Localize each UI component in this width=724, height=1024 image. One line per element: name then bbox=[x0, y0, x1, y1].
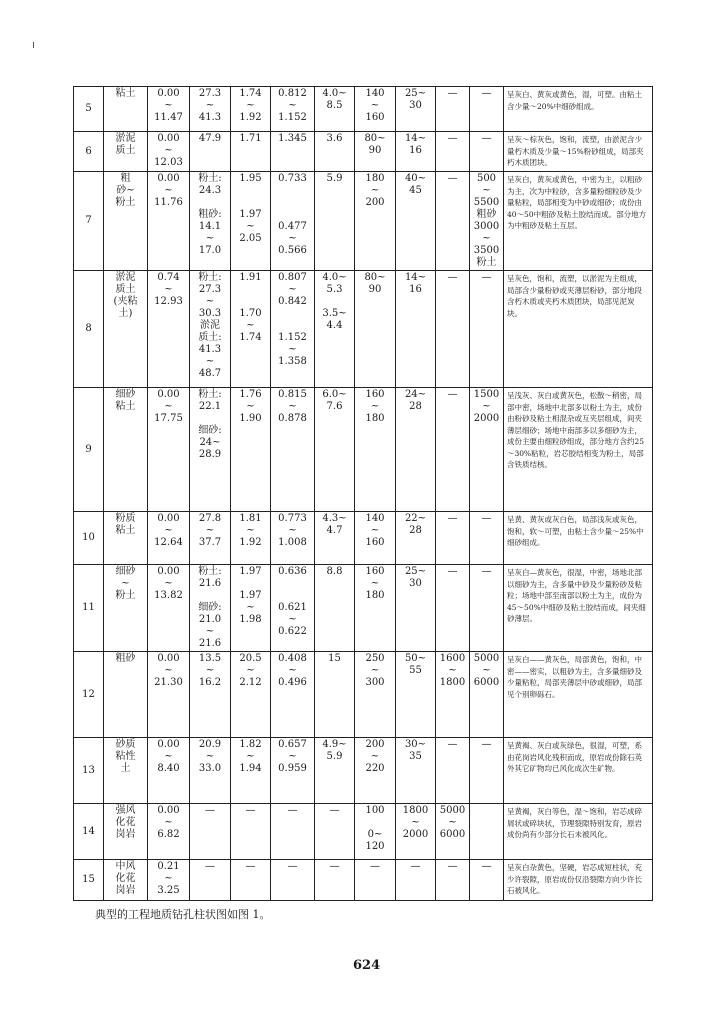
cell-fak: 160 ~ 180 bbox=[355, 388, 396, 512]
cell-dq: — bbox=[470, 271, 504, 388]
cell-qsk: 50~ 55 bbox=[396, 652, 436, 738]
cell-desc: 呈黄褐、灰白或灰绿色，很湿，可塑，系由花岗岩风化残积而成，原岩成份除石英外其它矿物均已风化成次生矿物。 bbox=[504, 738, 653, 804]
cell-e: 0.657 ~ 0.959 bbox=[271, 738, 315, 804]
cell-w: 27.8 ~ 37.7 bbox=[190, 512, 231, 565]
cell-qpk: — bbox=[436, 738, 470, 804]
cell-name: 粉质 粘土 bbox=[104, 512, 148, 565]
cell-e: 0.636 0.621 ~ 0.622 bbox=[271, 565, 315, 652]
table-row bbox=[74, 860, 653, 901]
table-row bbox=[74, 388, 653, 512]
cell-qsk: — bbox=[396, 860, 436, 901]
cell-desc: 呈浅灰、灰白或黄灰色，松散～稍密，局部中密，场地中北部多以粉土为主，成份由粉砂及粘土相混杂或互夹层组成，间夹薄层细砂；场地中南部多以多细砂为主，成份主要由细粒砂组成，部分地方含约25～30%粘粒，岩芯胶结相变为粉土，局部含铁质结核。 bbox=[504, 388, 653, 512]
cell-w: 47.9 bbox=[190, 132, 231, 172]
cell-dq: — bbox=[470, 512, 504, 565]
cell-rho: 1.97 1.97 ~ 1.98 bbox=[231, 565, 271, 652]
cell-name: 淤泥 质土 bbox=[104, 132, 148, 172]
cell-desc: 呈灰白杂黄色，坚硬，岩芯成短柱状，充少许裂隙，原岩成份仅沿裂隙方向少许长石被风化。 bbox=[504, 860, 653, 901]
table-row bbox=[74, 652, 653, 738]
table-row bbox=[74, 804, 653, 860]
cell-dq: — bbox=[470, 738, 504, 804]
table-row bbox=[74, 132, 653, 172]
cell-w: 粉土: 24.3 粗砂: 14.1 ~ 17.0 bbox=[190, 172, 231, 271]
cell-no: 10 bbox=[74, 512, 104, 565]
cell-desc: 呈灰白，黄灰或黄色，中密为主，以粗砂为主，次为中粒砂，含多量粉细粒砂及少量粘粒，局部相变为中砂或细砂；成份由40～50中粗砂及粘土胶结而成。部分地方为中粗砂及粘土互层。 bbox=[504, 172, 653, 271]
cell-rho: 1.71 bbox=[231, 132, 271, 172]
cell-dq: 5000 ~ 6000 bbox=[470, 652, 504, 738]
cell-a: 4.9~ 5.9 bbox=[315, 738, 355, 804]
cell-no: 7 bbox=[74, 172, 104, 271]
table-row bbox=[74, 87, 653, 132]
cell-fak: 140 ~ 160 bbox=[355, 512, 396, 565]
cell-a: 3.6 bbox=[315, 132, 355, 172]
cell-qpk: — bbox=[436, 565, 470, 652]
cell-dq bbox=[470, 804, 504, 860]
cell-e: 0.773 ~ 1.008 bbox=[271, 512, 315, 565]
cell-fak: 250 ~ 300 bbox=[355, 652, 396, 738]
cell-a: 6.0~ 7.6 bbox=[315, 388, 355, 512]
cell-a: 8.8 bbox=[315, 565, 355, 652]
cell-qpk: — bbox=[436, 512, 470, 565]
cell-qsk: 14~ 16 bbox=[396, 132, 436, 172]
cell-rho: 1.82 ~ 1.94 bbox=[231, 738, 271, 804]
cell-dq: 1500 ~ 2000 bbox=[470, 388, 504, 512]
cell-qsk: 22~ 28 bbox=[396, 512, 436, 565]
cell-depth: 0.00 ~ 17.75 bbox=[148, 388, 190, 512]
cell-qpk: — bbox=[436, 87, 470, 132]
cell-no: 9 bbox=[74, 388, 104, 512]
cell-rho: 1.74 ~ 1.92 bbox=[231, 87, 271, 132]
table-row bbox=[74, 738, 653, 804]
table-row bbox=[74, 512, 653, 565]
cell-depth: 0.00 ~ 11.47 bbox=[148, 87, 190, 132]
cell-name: 砂质 粘性 土 bbox=[104, 738, 148, 804]
cell-name: 粗 砂~ 粉土 bbox=[104, 172, 148, 271]
cell-qpk: — bbox=[436, 388, 470, 512]
cell-qpk: — bbox=[436, 132, 470, 172]
cell-depth: 0.00 ~ 11.76 bbox=[148, 172, 190, 271]
cell-dq: — bbox=[470, 132, 504, 172]
cell-e: 0.408 ~ 0.496 bbox=[271, 652, 315, 738]
cell-rho: 1.76 ~ 1.90 bbox=[231, 388, 271, 512]
cell-fak: 80~ 90 bbox=[355, 271, 396, 388]
cell-no: 12 bbox=[74, 652, 104, 738]
cell-qsk: 25~ 30 bbox=[396, 565, 436, 652]
cell-fak: 80~ 90 bbox=[355, 132, 396, 172]
cell-rho: 20.5 ~ 2.12 bbox=[231, 652, 271, 738]
cell-name: 粗砂 bbox=[104, 652, 148, 738]
cell-name: 细砂 粘土 bbox=[104, 388, 148, 512]
cell-name: 细砂 ~ 粉土 bbox=[104, 565, 148, 652]
cell-qsk: 30~ 35 bbox=[396, 738, 436, 804]
cell-qsk: 14~ 16 bbox=[396, 271, 436, 388]
cell-qpk: 1600 ~ 1800 bbox=[436, 652, 470, 738]
cell-depth: 0.00 ~ 12.03 bbox=[148, 132, 190, 172]
cell-w: 粉土: 27.3 ~ 30.3 淤泥 质土: 41.3 ~ 48.7 bbox=[190, 271, 231, 388]
page-number: 624 bbox=[353, 958, 381, 973]
cell-no: 14 bbox=[74, 804, 104, 860]
cell-qpk: — bbox=[436, 860, 470, 901]
cell-a: 15 bbox=[315, 652, 355, 738]
cell-depth: 0.00 ~ 21.30 bbox=[148, 652, 190, 738]
cell-depth: 0.00 ~ 12.64 bbox=[148, 512, 190, 565]
cell-depth: 0.21 ~ 3.25 bbox=[148, 860, 190, 901]
cell-e: 0.815 ~ 0.878 bbox=[271, 388, 315, 512]
cell-qsk: 1800 ~ 2000 bbox=[396, 804, 436, 860]
cell-e: 0.733 0.477 ~ 0.566 bbox=[271, 172, 315, 271]
caption: 典型的工程地质钻孔柱状图如图 1。 bbox=[95, 908, 271, 921]
cell-no: 11 bbox=[74, 565, 104, 652]
cell-desc: 呈灰白——黄灰色，局部黄色，饱和，中密——密实，以粗砂为主，含多量细砂及少量粘粒，局部夹薄层中砂或细砂，局部见个别卵砾石。 bbox=[504, 652, 653, 738]
cell-a: 5.9 bbox=[315, 172, 355, 271]
cell-name: 淤泥 质土 (夹粘 土) bbox=[104, 271, 148, 388]
cell-desc: 呈灰～棕灰色，饱和，流塑，由淤泥含少量朽木质及少量～15%粉砂组成，局部夹朽木质团块。 bbox=[504, 132, 653, 172]
cell-w: — bbox=[190, 860, 231, 901]
cell-w: 20.9 ~ 33.0 bbox=[190, 738, 231, 804]
cell-dq: — bbox=[470, 87, 504, 132]
cell-depth: 0.00 ~ 8.40 bbox=[148, 738, 190, 804]
cell-fak: 140 ~ 160 bbox=[355, 87, 396, 132]
table-row bbox=[74, 172, 653, 271]
cell-qsk: 25~ 30 bbox=[396, 87, 436, 132]
cell-a: — bbox=[315, 804, 355, 860]
cell-fak: — bbox=[355, 860, 396, 901]
cell-a: 4.0~ 5.3 3.5~ 4.4 bbox=[315, 271, 355, 388]
cell-no: 8 bbox=[74, 271, 104, 388]
cell-qpk: 5000 ~ 6000 bbox=[436, 804, 470, 860]
cell-rho: 1.81 ~ 1.92 bbox=[231, 512, 271, 565]
cell-w: 27.3 ~ 41.3 bbox=[190, 87, 231, 132]
cell-depth: 0.00 ~ 6.82 bbox=[148, 804, 190, 860]
cell-fak: 100 0~ 120 bbox=[355, 804, 396, 860]
cell-a: 4.3~ 4.7 bbox=[315, 512, 355, 565]
table-row bbox=[74, 271, 653, 388]
cell-rho: 1.95 1.97 ~ 2.05 bbox=[231, 172, 271, 271]
cell-name: 粘土 bbox=[104, 87, 148, 132]
cell-dq: — bbox=[470, 860, 504, 901]
cell-rho: — bbox=[231, 860, 271, 901]
cell-no: 5 bbox=[74, 87, 104, 132]
cell-qpk: — bbox=[436, 172, 470, 271]
cell-e: 0.807 ~ 0.842 1.152 ~ 1.358 bbox=[271, 271, 315, 388]
cell-e: 0.812 ~ 1.152 bbox=[271, 87, 315, 132]
cell-no: 6 bbox=[74, 132, 104, 172]
table-row bbox=[74, 565, 653, 652]
cell-dq: 500 ~ 5500 粗砂 3000 ~ 3500 粉土 bbox=[470, 172, 504, 271]
cell-desc: 呈黄褐，灰白等色，湿～饱和，岩芯成碎屑状或碎块状，节理裂隙特别发育，原岩成份尚有少部分长石未被风化。 bbox=[504, 804, 653, 860]
cell-fak: 160 ~ 180 bbox=[355, 565, 396, 652]
cell-desc: 呈灰白—黄灰色，很湿，中密，场地北部以细砂为主，含多量中砂及少量粉砂及粘粒；场地中部至南部以粉土为主，成份为45～50%中细砂及粘土胶结而成，间夹细砂薄层。 bbox=[504, 565, 653, 652]
cell-dq: — bbox=[470, 565, 504, 652]
cell-qsk: 24~ 28 bbox=[396, 388, 436, 512]
cell-qpk: — bbox=[436, 271, 470, 388]
cell-qsk: 40~ 45 bbox=[396, 172, 436, 271]
cell-w: 粉土: 21.6 细砂: 21.0 ~ 21.6 bbox=[190, 565, 231, 652]
soil-properties-table bbox=[73, 86, 653, 901]
cell-name: 强风 化花 岗岩 bbox=[104, 804, 148, 860]
cell-e: — bbox=[271, 860, 315, 901]
scan-speck bbox=[33, 42, 34, 48]
cell-fak: 180 ~ 200 bbox=[355, 172, 396, 271]
cell-no: 15 bbox=[74, 860, 104, 901]
cell-depth: 0.74 ~ 12.93 bbox=[148, 271, 190, 388]
cell-a: — bbox=[315, 860, 355, 901]
cell-rho: 1.91 1.70 ~ 1.74 bbox=[231, 271, 271, 388]
cell-no: 13 bbox=[74, 738, 104, 804]
cell-e: — bbox=[271, 804, 315, 860]
cell-desc: 呈黄、黄灰或灰白色，局部浅灰或灰色，饱和，软～可塑，由粘土含少量～25%中细砂组成。 bbox=[504, 512, 653, 565]
cell-depth: 0.00 ~ 13.82 bbox=[148, 565, 190, 652]
cell-a: 4.0~ 8.5 bbox=[315, 87, 355, 132]
cell-name: 中风 化花 岗岩 bbox=[104, 860, 148, 901]
cell-desc: 呈灰白、黄灰或黄色，湿，可塑。由粘土含少量～20%中细砂组成。 bbox=[504, 87, 653, 132]
cell-e: 1.345 bbox=[271, 132, 315, 172]
cell-w: 13.5 ~ 16.2 bbox=[190, 652, 231, 738]
cell-w: 粉土: 22.1 细砂: 24~ 28.9 bbox=[190, 388, 231, 512]
cell-desc: 呈灰色，饱和，流塑，以淤泥为主组成，局部含少量粉砂或夹薄层粉砂，部分地段含朽木质或夹朽木质团块，局部见泥炭块。 bbox=[504, 271, 653, 388]
cell-rho: — bbox=[231, 804, 271, 860]
cell-w: — bbox=[190, 804, 231, 860]
cell-fak: 200 ~ 220 bbox=[355, 738, 396, 804]
